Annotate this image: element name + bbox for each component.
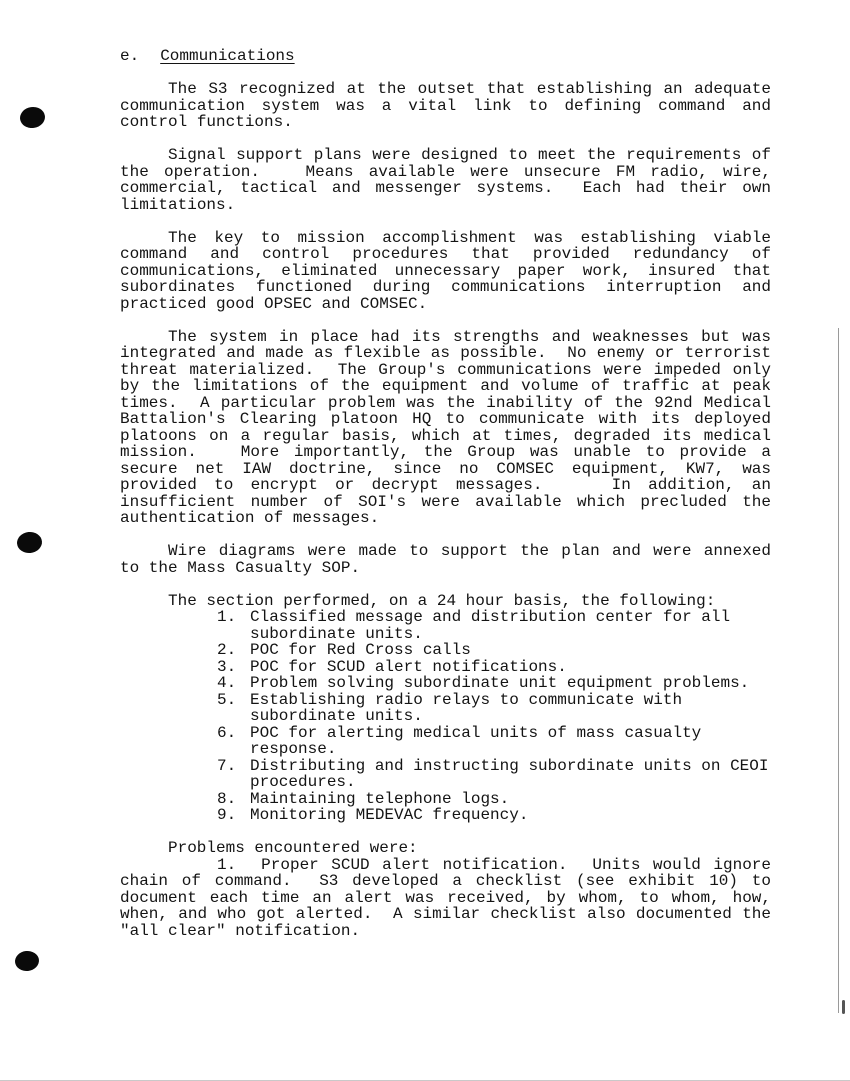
- task-text: Establishing radio relays to communicate with subordinate units.: [250, 690, 692, 725]
- task-item: [217, 791, 771, 808]
- task-text: Classified message and distribution center for all subordinate units.: [250, 608, 740, 643]
- task-text: Problem solving subordinate unit equipment problems.: [250, 674, 750, 692]
- task-text: Distributing and instructing subordinate units on CEOI procedures.: [250, 756, 779, 791]
- scan-edge-line: [838, 328, 839, 1013]
- task-number: 4.: [217, 674, 237, 692]
- paragraph-5: Wire diagrams were made to support the plan and were annexed to the Mass Casualty SOP.: [120, 542, 781, 577]
- task-text: Maintaining telephone logs.: [250, 789, 510, 808]
- task-text: POC for SCUD alert notifications.: [250, 657, 567, 676]
- task-item: [217, 692, 771, 725]
- task-number: 8.: [217, 789, 237, 808]
- paragraph-2: Signal support plans were designed to meet the requirements of the operation. Means available were unsecure FM radio, wire, commercial, tactical and messenger systems. Each had their own limitations.: [120, 146, 781, 214]
- task-item: [217, 756, 779, 791]
- task-item: [217, 675, 771, 692]
- task-list: [120, 608, 779, 824]
- task-text: POC for Red Cross calls: [250, 641, 471, 659]
- task-item: [217, 725, 771, 758]
- task-number: 6.: [217, 723, 237, 742]
- paragraph-3: The key to mission accomplishment was establishing viable command and control procedures that provided redundancy of communications, eliminated unnecessary paper work, insured that subordinates functioned during communications interruption and practiced good OPSEC and COMSEC.: [120, 228, 781, 313]
- hole-punch-bottom: [14, 950, 40, 972]
- task-number: 3.: [217, 657, 237, 676]
- section-title: Communications: [160, 47, 295, 65]
- problem-item-1: 1. Proper SCUD alert notification. Units would ignore chain of command. S3 developed a checklist (see exhibit 10) to document each time an alert was received, by whom, to whom, how, when, and who got alerted. A similar checklist also documented the "all clear" notification.: [120, 855, 781, 940]
- task-number: 1.: [217, 608, 237, 626]
- tasks-intro: The section performed, on a 24 hour basis, the following:: [168, 591, 716, 610]
- task-item: [217, 659, 771, 676]
- task-number: 9.: [217, 806, 237, 824]
- task-text: Monitoring MEDEVAC frequency.: [250, 806, 529, 824]
- task-text: POC for alerting medical units of mass casualty response.: [250, 723, 711, 758]
- paragraph-4: The system in place had its strengths and weaknesses but was integrated and made as flexible as possible. No enemy or terrorist threat materialized. The Group's communications were impeded only by the limitations of the equipment and volume of traffic at peak times. A particular problem was the inability of the 92nd Medical Battalion's Clearing platoon HQ to communicate with its deployed platoons on a regular basis, which at times, degraded its medical mission. More importantly, the Group was unable to provide a secure net IAW doctrine, since no COMSEC equipment, KW7, was provided to encrypt or decrypt messages. In addition, an insufficient number of SOI's were available which precluded the authentication of messages.: [120, 327, 781, 527]
- paragraph-1: The S3 recognized at the outset that establishing an adequate communication system was a vital link to defining command and control functions.: [120, 80, 781, 131]
- scan-speck: [842, 1000, 845, 1014]
- hole-punch-middle: [16, 531, 43, 554]
- section-heading: [120, 48, 771, 65]
- task-number: 5.: [217, 690, 237, 709]
- task-item: [217, 609, 771, 642]
- problems-intro: Problems encountered were:: [168, 839, 418, 857]
- task-item: [217, 642, 771, 659]
- task-item: [217, 807, 771, 824]
- document-content: [120, 47, 781, 940]
- task-number: 2.: [217, 641, 237, 659]
- task-number: 7.: [217, 756, 237, 775]
- section-letter: e.: [120, 47, 140, 65]
- hole-punch-top: [19, 105, 47, 129]
